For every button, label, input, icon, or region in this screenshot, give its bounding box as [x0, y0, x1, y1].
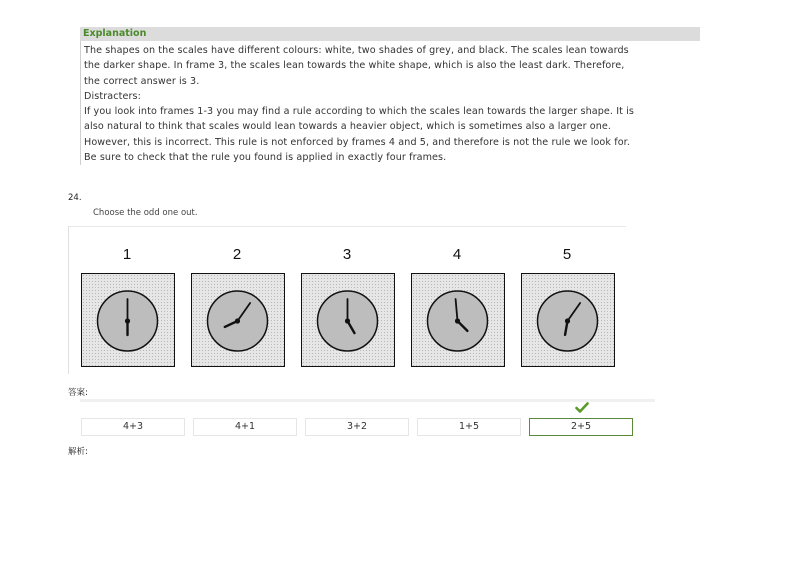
clock-hub: [235, 318, 240, 323]
clock-hub: [455, 318, 460, 323]
figure-border-top: [68, 226, 626, 227]
clock-hub: [125, 318, 130, 323]
clock-frame-1: [81, 273, 175, 367]
answer-label: 答案:: [68, 388, 88, 398]
clock-frame-4: [411, 273, 505, 367]
clock-frame-3: [301, 273, 395, 367]
explanation-body: [80, 41, 700, 165]
explanation-line: The shapes on the scales have different colours: white, two shades of grey, and black. The scales lean towards: [84, 45, 629, 56]
answer-option-3[interactable]: 3+2: [305, 418, 409, 436]
answer-option-2[interactable]: 4+1: [193, 418, 297, 436]
analysis-label: 解析:: [68, 447, 88, 457]
frame-2-number: 2: [232, 246, 242, 263]
frame-5-number: 5: [562, 246, 572, 263]
clock-frame-5: [521, 273, 615, 367]
explanation-line: Be sure to check that the rule you found is applied in exactly four frames.: [84, 152, 447, 164]
frame-1-number: 1: [122, 246, 132, 263]
answer-option-4[interactable]: 1+5: [417, 418, 521, 436]
clock-hub: [565, 318, 570, 323]
answer-option-5[interactable]: 2+5: [529, 418, 633, 436]
checkmark-icon: [575, 402, 589, 414]
explanation-line: the darker shape. In frame 3, the scales lean towards the white shape, which is also the least dark. Therefore,: [84, 60, 625, 72]
frame-3-number: 3: [342, 246, 352, 263]
explanation-line: Distracters:: [84, 90, 141, 102]
question-number: 24.: [68, 193, 82, 203]
question-prompt: Choose the odd one out.: [93, 208, 198, 218]
explanation-line: also natural to think that scales would lean towards a heavier object, which is sometimes also a larger one.: [84, 121, 612, 133]
clock-frame-2: [191, 273, 285, 367]
figure-border-left: [68, 226, 69, 374]
explanation-line: the correct answer is 3.: [84, 75, 200, 87]
explanation-box: [80, 27, 700, 167]
answer-option-1[interactable]: 4+3: [81, 418, 185, 436]
frame-4-number: 4: [452, 246, 462, 263]
explanation-heading: Explanation: [80, 27, 700, 41]
answer-divider: [80, 399, 655, 402]
explanation-line: If you look into frames 1-3 you may find a rule according to which the scales lean towards the larger shape. It is: [84, 106, 635, 118]
clock-hub: [345, 318, 350, 323]
explanation-line: However, this is incorrect. This rule is not enforced by frames 4 and 5, and therefore is not the rule we look for.: [84, 136, 630, 148]
